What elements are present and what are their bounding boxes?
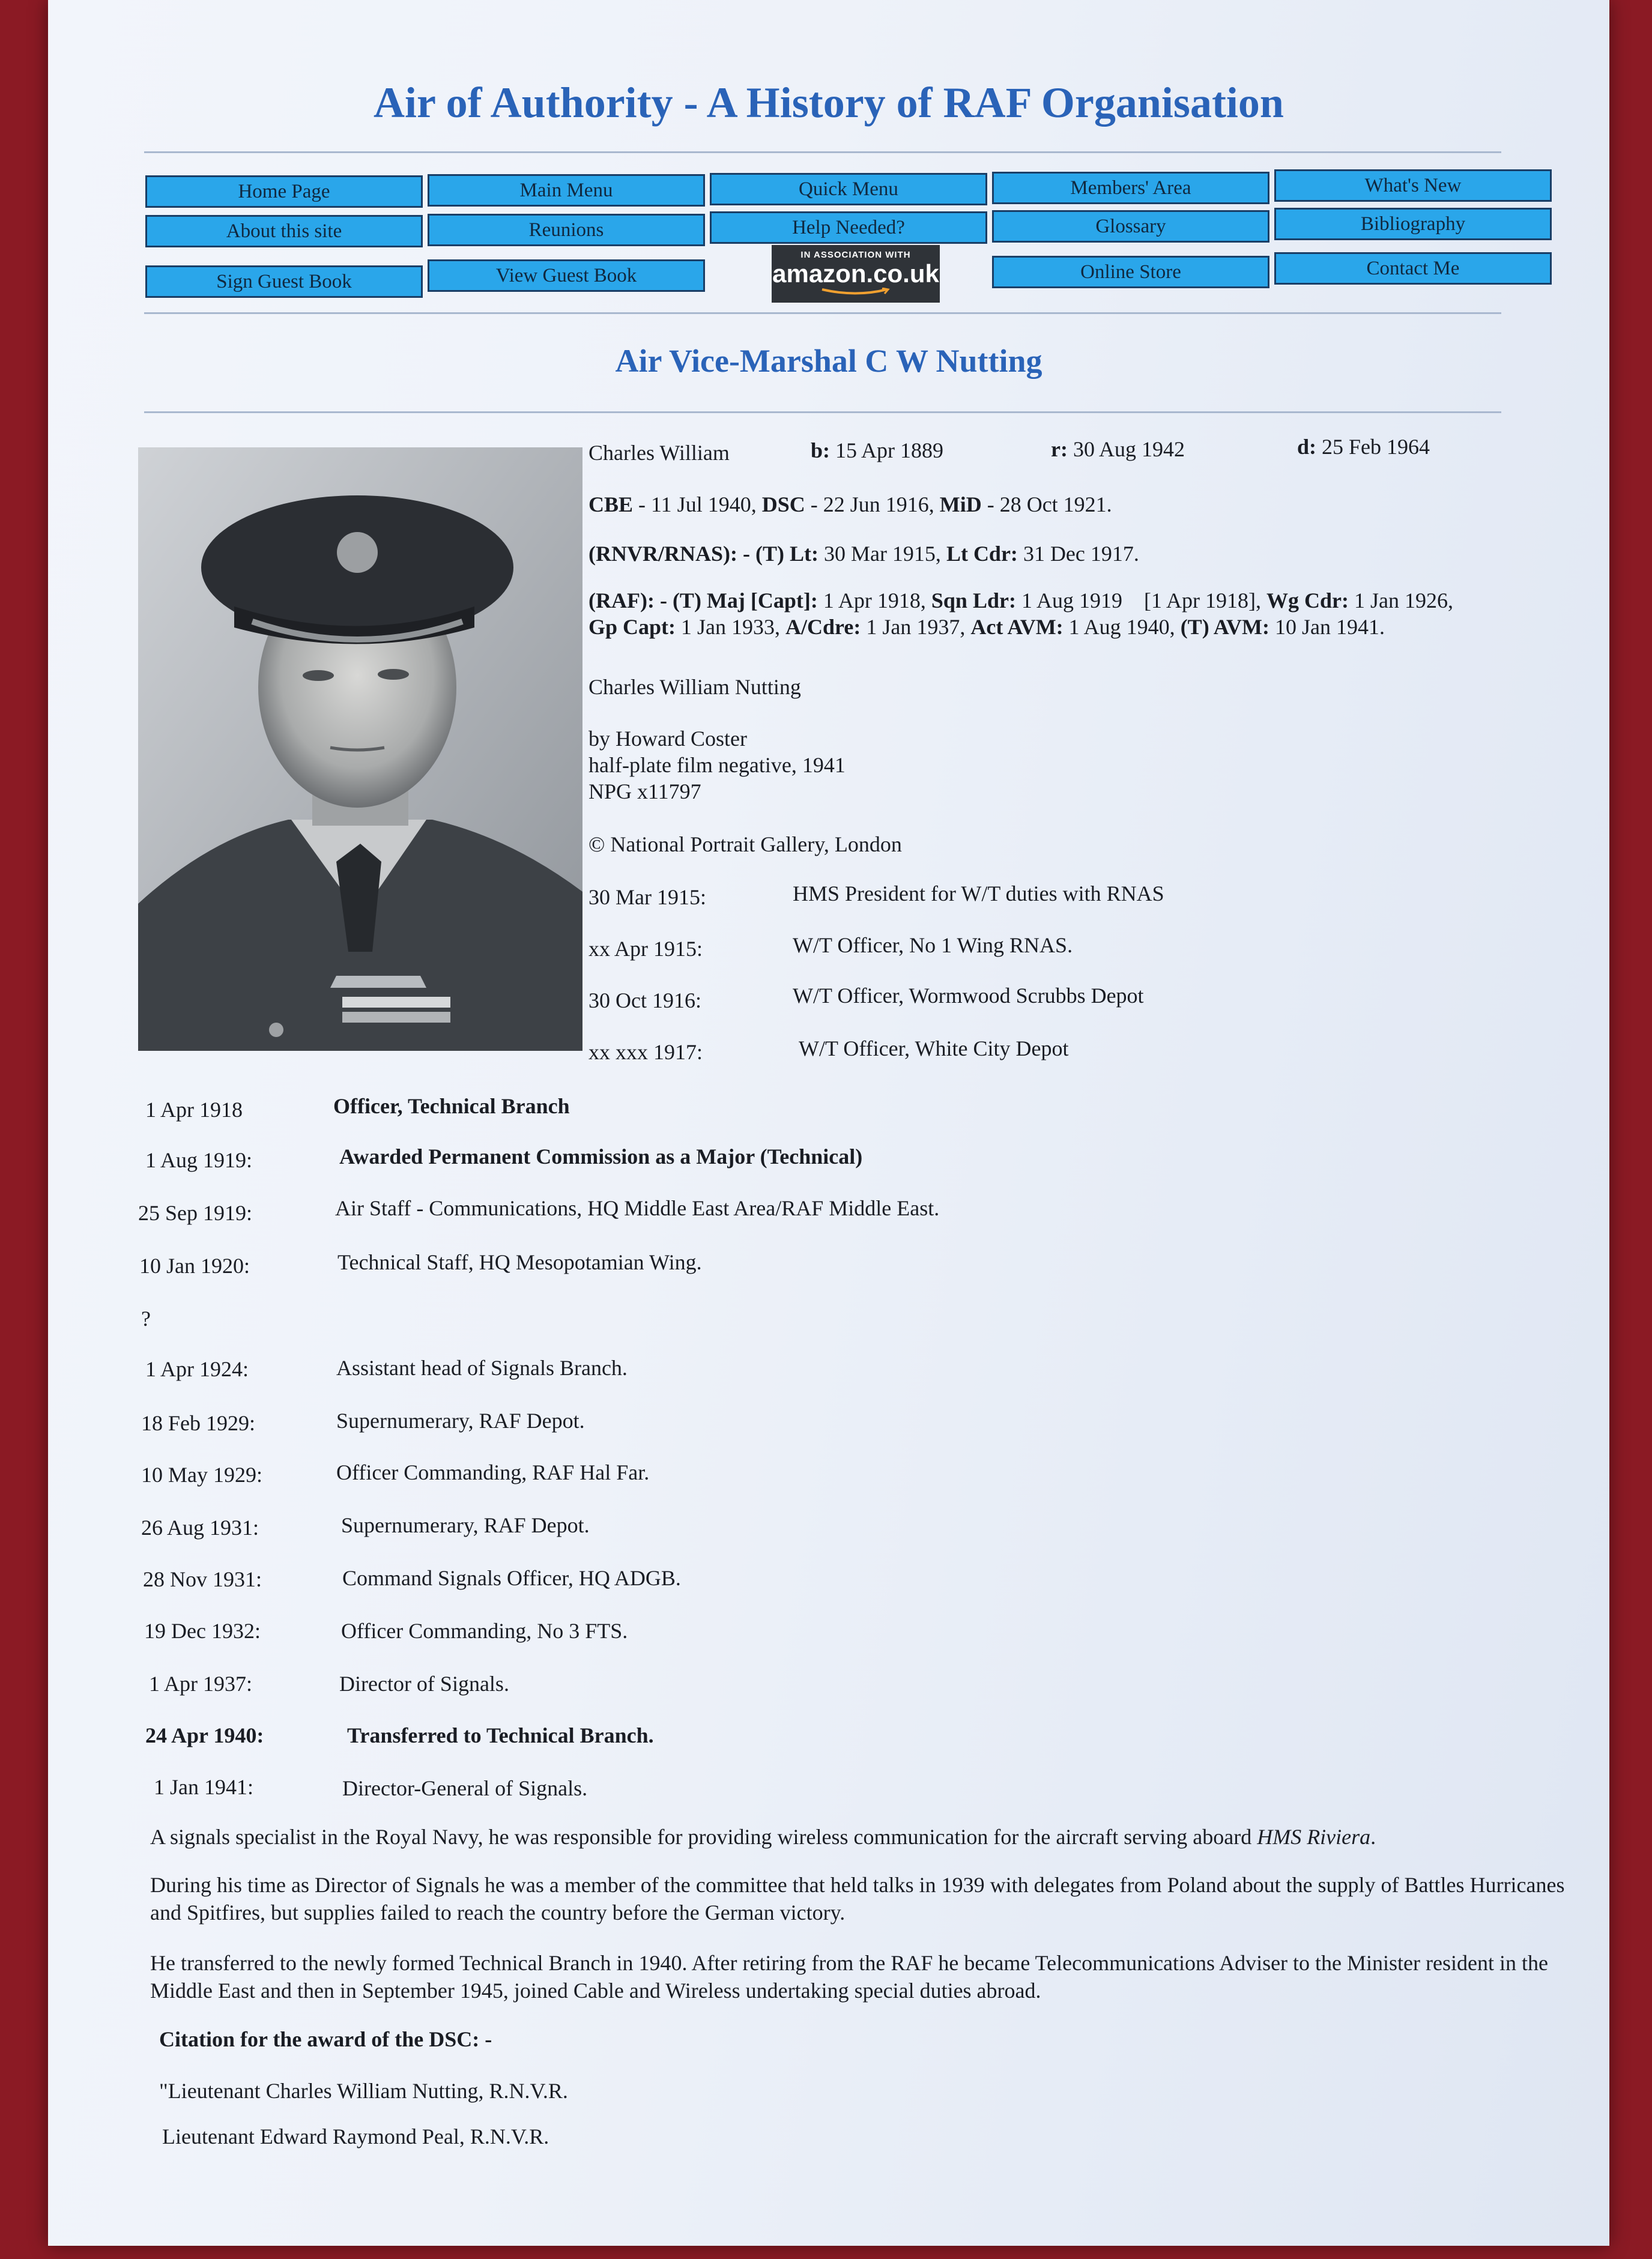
forenames: Charles William: [588, 441, 730, 465]
career-text: Technical Staff, HQ Mesopotamian Wing.: [337, 1250, 702, 1274]
career-date: 25 Sep 1919:: [138, 1201, 253, 1225]
nav-main-menu-button[interactable]: Main Menu: [428, 174, 705, 207]
career-date: 26 Aug 1931:: [141, 1516, 259, 1540]
citation-line: "Lieutenant Charles William Nutting, R.N.V.R.: [159, 2079, 568, 2103]
early-career-text: W/T Officer, No 1 Wing RNAS.: [793, 933, 1073, 957]
early-career-date: 30 Mar 1915:: [588, 885, 706, 909]
career-text: Director-General of Signals.: [342, 1776, 588, 1800]
nav-members-area-button[interactable]: Members' Area: [992, 172, 1269, 204]
raf-ranks-line-2: Gp Capt: 1 Jan 1933, A/Cdre: 1 Jan 1937, Act AVM: 1 Aug 1940, (T) AVM: 10 Jan 1941.: [588, 615, 1385, 639]
death-date: d: 25 Feb 1964: [1297, 435, 1430, 459]
early-career-date: xx Apr 1915:: [588, 937, 703, 961]
portrait-photographer: by Howard Coster: [588, 727, 747, 751]
career-date: 1 Apr 1924:: [145, 1357, 249, 1381]
portrait-medium: half-plate film negative, 1941: [588, 753, 846, 777]
document-sheet: [48, 0, 1609, 2246]
nav-whats-new-button[interactable]: What's New: [1274, 169, 1552, 202]
raf-ranks-line-1: (RAF): - (T) Maj [Capt]: 1 Apr 1918, Sqn Ldr: 1 Aug 1919 [1 Apr 1918], Wg Cdr: 1 Jan 1926,: [588, 588, 1453, 612]
birth-date: b: 15 Apr 1889: [811, 438, 944, 462]
nav-quick-menu-button[interactable]: Quick Menu: [710, 173, 987, 205]
citation-line: Lieutenant Edward Raymond Peal, R.N.V.R.: [162, 2124, 549, 2149]
nav-home-button[interactable]: Home Page: [145, 175, 423, 208]
nav-bibliography-button[interactable]: Bibliography: [1274, 208, 1552, 240]
career-text: Supernumerary, RAF Depot.: [336, 1409, 585, 1433]
citation-heading: Citation for the award of the DSC: -: [159, 2027, 492, 2051]
career-text: Officer Commanding, RAF Hal Far.: [336, 1460, 650, 1484]
career-date: ?: [141, 1307, 151, 1331]
honours-line: CBE - 11 Jul 1940, DSC - 22 Jun 1916, MiD - 28 Oct 1921.: [588, 492, 1112, 516]
career-date: 18 Feb 1929:: [141, 1411, 256, 1435]
early-career-date: xx xxx 1917:: [588, 1040, 703, 1064]
narrative-paragraph-2: During his time as Director of Signals he was a member of the committee that held talks in 1939 with delegates from Poland about the supply of Battles Hurricanes and Spitfires, but supplies failed to reach the country before the German victory.: [150, 1873, 1565, 1925]
career-text: Transferred to Technical Branch.: [347, 1723, 654, 1747]
career-text: Command Signals Officer, HQ ADGB.: [342, 1566, 681, 1590]
career-text: Awarded Permanent Commission as a Major (Technical): [339, 1145, 863, 1169]
career-text: Director of Signals.: [339, 1672, 509, 1696]
nav-glossary-button[interactable]: Glossary: [992, 210, 1269, 243]
career-date: 19 Dec 1932:: [144, 1619, 261, 1643]
career-text: Officer Commanding, No 3 FTS.: [341, 1619, 628, 1643]
amazon-smile-icon: [820, 288, 892, 296]
nav-reunions-button[interactable]: Reunions: [428, 214, 705, 246]
career-text: Air Staff - Communications, HQ Middle East Area/RAF Middle East.: [335, 1196, 940, 1220]
page-title: Air Vice-Marshal C W Nutting: [615, 343, 1042, 379]
early-career-text: W/T Officer, White City Depot: [799, 1036, 1069, 1060]
nav-help-button[interactable]: Help Needed?: [710, 211, 987, 244]
amazon-logo-text: amazon.co.uk: [772, 259, 939, 288]
career-date: 10 Jan 1920:: [139, 1254, 250, 1278]
career-date: 1 Apr 1918: [145, 1098, 243, 1122]
nav-contact-button[interactable]: Contact Me: [1274, 252, 1552, 285]
portrait-sitter: Charles William Nutting: [588, 675, 801, 699]
site-title: Air of Authority - A History of RAF Organisation: [374, 79, 1284, 127]
rnvr-ranks-line: (RNVR/RNAS): - (T) Lt: 30 Mar 1915, Lt Cdr: 31 Dec 1917.: [588, 542, 1139, 566]
portrait-photo: [138, 447, 582, 1051]
early-career-text: W/T Officer, Wormwood Scrubbs Depot: [793, 984, 1144, 1008]
nav-about-button[interactable]: About this site: [145, 215, 423, 247]
career-date: 24 Apr 1940:: [145, 1723, 264, 1747]
early-career-text: HMS President for W/T duties with RNAS: [793, 882, 1164, 906]
divider: [144, 411, 1501, 413]
amazon-tagline: IN ASSOCIATION WITH: [800, 250, 911, 260]
career-text: Assistant head of Signals Branch.: [336, 1356, 628, 1380]
divider: [144, 312, 1501, 314]
divider: [144, 151, 1501, 153]
career-date: 1 Jan 1941:: [154, 1775, 253, 1799]
career-date: 10 May 1929:: [141, 1463, 262, 1487]
portrait-reference: NPG x11797: [588, 779, 701, 803]
narrative-paragraph-1: A signals specialist in the Royal Navy, he was responsible for providing wireless communication for the aircraft serving aboard HMS Riviera.: [150, 1825, 1376, 1849]
portrait-copyright: © National Portrait Gallery, London: [588, 832, 902, 856]
retirement-date: r: 30 Aug 1942: [1051, 437, 1185, 461]
nav-view-guest-book-button[interactable]: View Guest Book: [428, 259, 705, 292]
amazon-associate-badge[interactable]: [772, 245, 940, 303]
career-date: 1 Apr 1937:: [149, 1672, 253, 1696]
early-career-date: 30 Oct 1916:: [588, 988, 701, 1012]
nav-online-store-button[interactable]: Online Store: [992, 256, 1269, 288]
nav-sign-guest-book-button[interactable]: Sign Guest Book: [145, 265, 423, 298]
career-text: Supernumerary, RAF Depot.: [341, 1513, 590, 1537]
career-date: 28 Nov 1931:: [143, 1567, 262, 1591]
career-text: Officer, Technical Branch: [333, 1094, 570, 1118]
career-date: 1 Aug 1919:: [145, 1148, 253, 1172]
narrative-paragraph-3: He transferred to the newly formed Technical Branch in 1940. After retiring from the RAF he became Telecommunications Adviser to the Minister resident in the Middle East and then in September 1945, joined Cable and Wireless undertaking special duties abroad.: [150, 1951, 1548, 2003]
